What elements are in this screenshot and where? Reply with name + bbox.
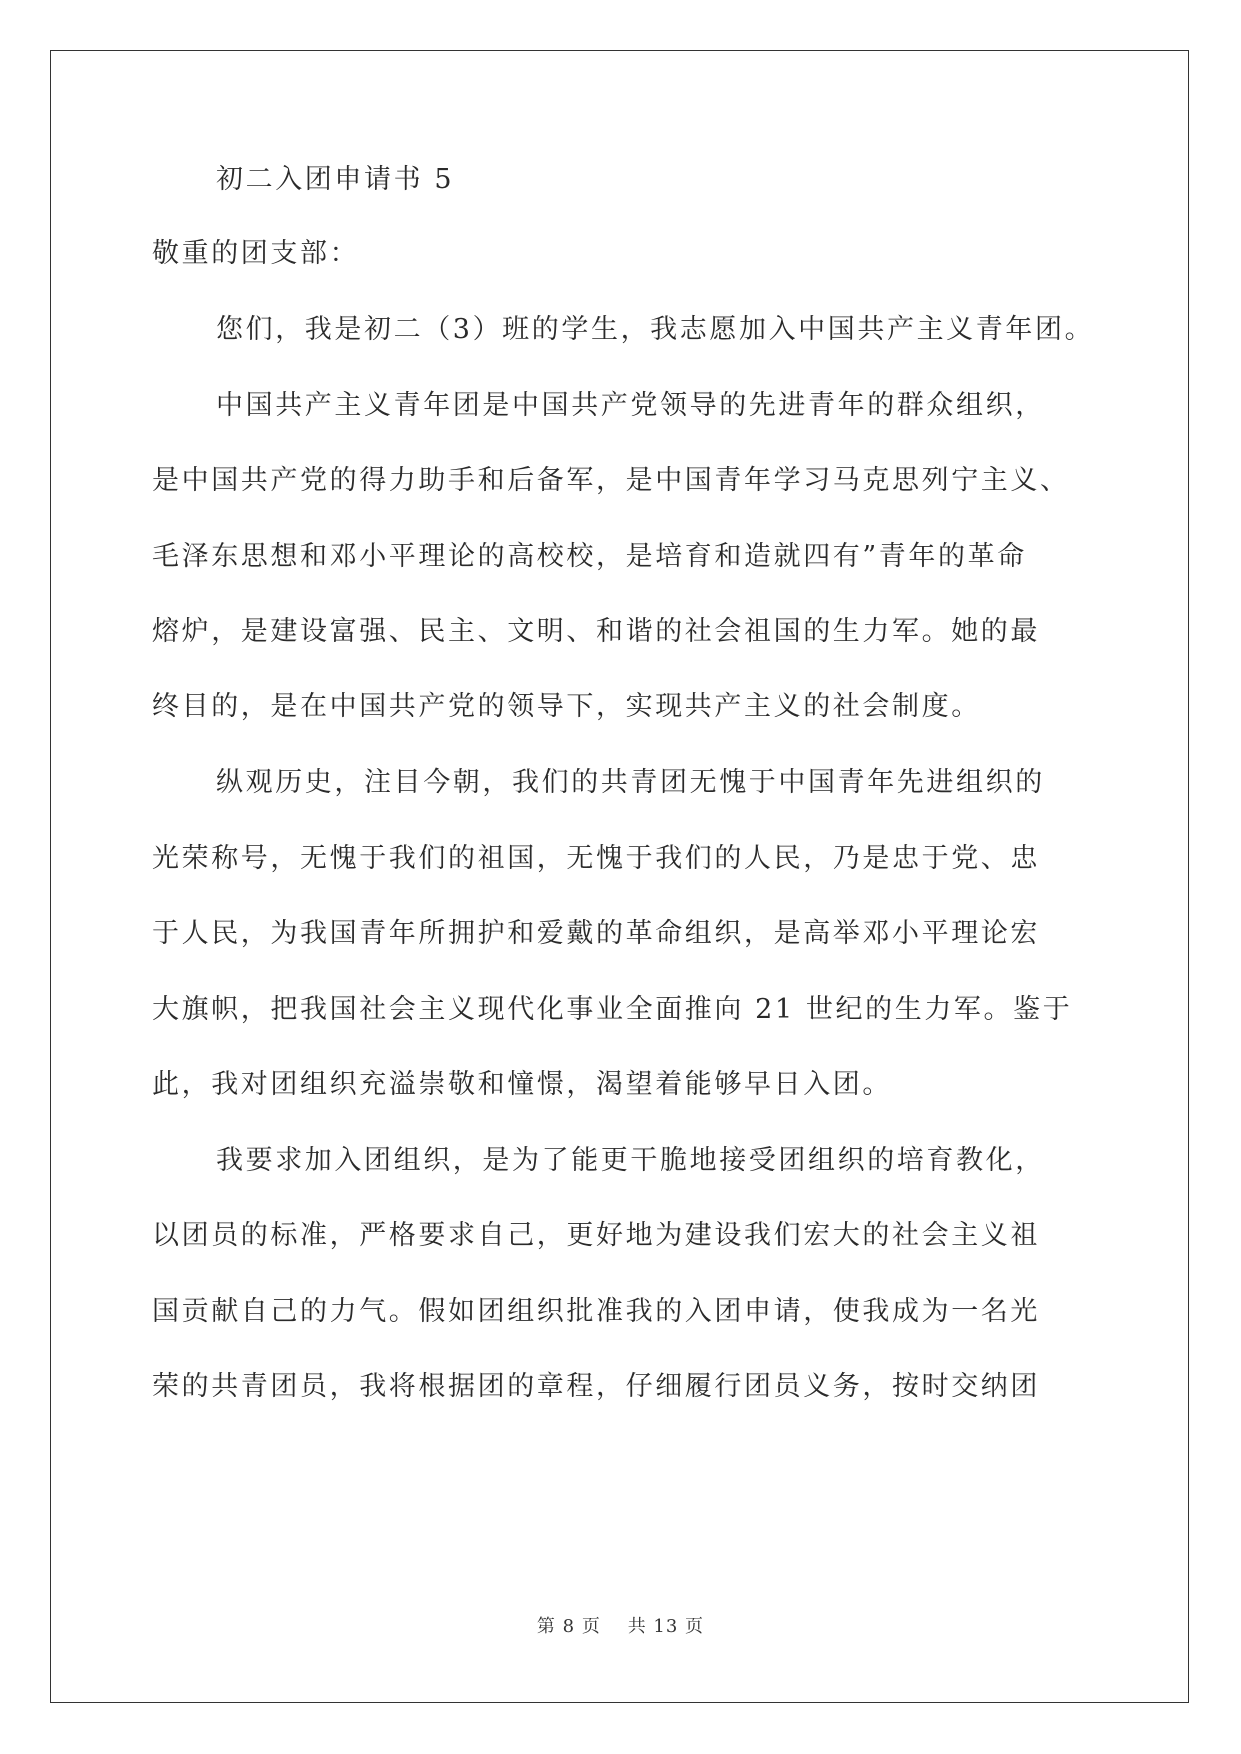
paragraph-4-line: 以团员的标准，严格要求自己，更好地为建设我们宏大的社会主义祖 [152, 1220, 1040, 1251]
paragraph-2-line: 毛泽东思想和邓小平理论的高校校，是培育和造就四有”青年的革命 [152, 541, 1027, 572]
paragraph-1-line: 您们，我是初二（3）班的学生，我志愿加入中国共产主义青年团。 [216, 314, 1095, 345]
paragraph-2-line: 中国共产主义青年团是中国共产党领导的先进青年的群众组织， [216, 390, 1045, 421]
paragraph-3-line: 此，我对团组织充溢崇敬和憧憬，渴望着能够早日入团。 [152, 1069, 892, 1100]
document-heading: 初二入团申请书 5 [216, 164, 455, 195]
salutation: 敬重的团支部： [152, 238, 360, 269]
paragraph-4-line: 我要求加入团组织，是为了能更干脆地接受团组织的培育教化， [216, 1145, 1045, 1176]
paragraph-4-line: 荣的共青团员，我将根据团的章程，仔细履行团员义务，按时交纳团 [152, 1371, 1040, 1402]
paragraph-2-line: 终目的，是在中国共产党的领导下，实现共产主义的社会制度。 [152, 691, 981, 722]
paragraph-2-line: 是中国共产党的得力助手和后备军，是中国青年学习马克思列宁主义、 [152, 465, 1070, 496]
paragraph-3-line: 纵观历史，注目今朝，我们的共青团无愧于中国青年先进组织的 [216, 767, 1045, 798]
page-number-footer: 第 8 页 共 13 页 [536, 1616, 705, 1637]
paragraph-4-line: 国贡献自己的力气。假如团组织批准我的入团申请，使我成为一名光 [152, 1296, 1040, 1327]
paragraph-3-line: 大旗帜，把我国社会主义现代化事业全面推向 21 世纪的生力军。鉴于 [152, 994, 1073, 1025]
paragraph-3-line: 光荣称号，无愧于我们的祖国，无愧于我们的人民，乃是忠于党、忠 [152, 843, 1040, 874]
paragraph-3-line: 于人民，为我国青年所拥护和爱戴的革命组织，是高举邓小平理论宏 [152, 918, 1040, 949]
paragraph-2-line: 熔炉，是建设富强、民主、文明、和谐的社会祖国的生力军。她的最 [152, 616, 1040, 647]
